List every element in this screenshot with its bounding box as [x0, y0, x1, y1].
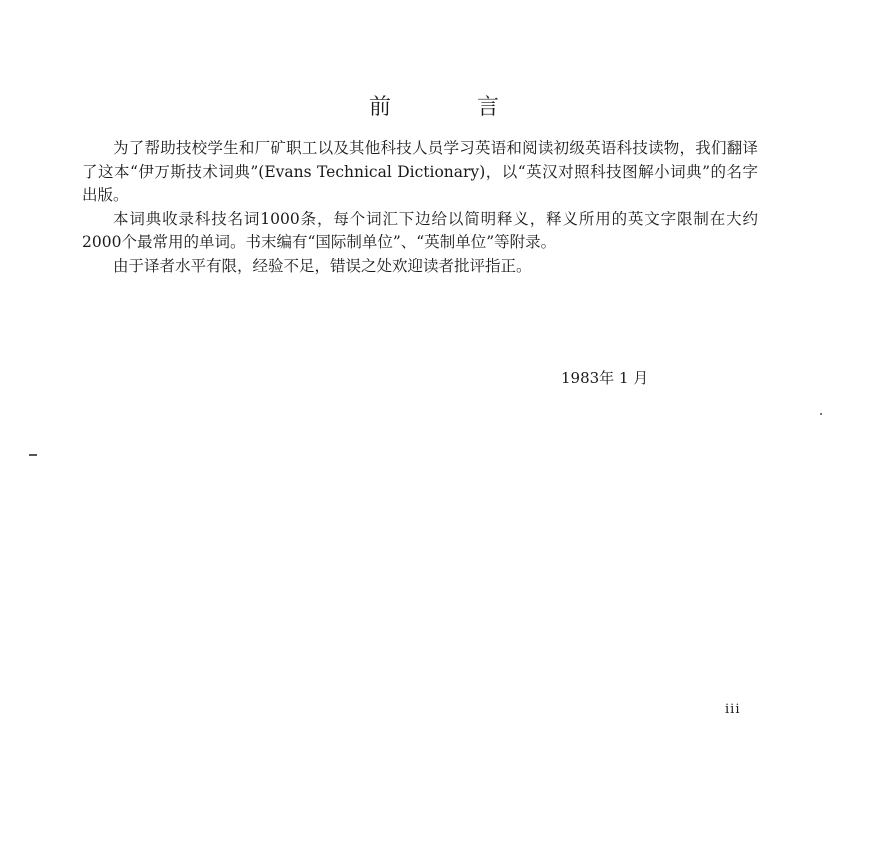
page-title — [0, 90, 870, 121]
scan-mark-left — [29, 454, 37, 456]
date-line: 1983年 1 月 — [561, 369, 649, 387]
title-char-2: 言 — [477, 95, 502, 120]
paragraph-3: 由于译者水平有限，经验不足，错误之处欢迎读者批评指正。 — [113, 256, 532, 275]
paragraph-2: 本词典收录科技名词1000条，每个词汇下边给以简明释义，释义所用的英文字限制在大约2000个最常用的单词。书末编有“国际制单位”、“英制单位”等附录。 — [82, 209, 758, 251]
scan-mark-right — [820, 413, 822, 415]
title-char-1: 前 — [368, 95, 393, 120]
page-number: iii — [725, 702, 741, 717]
paragraph-1: 为了帮助技校学生和厂矿职工以及其他科技人员学习英语和阅读初级英语科技读物，我们翻译了这本“伊万斯技术词典”(Evans Technical Dictionary)，以“英汉对照科技图解小词典”的名字出版。 — [82, 139, 758, 204]
preface-body — [82, 137, 758, 278]
